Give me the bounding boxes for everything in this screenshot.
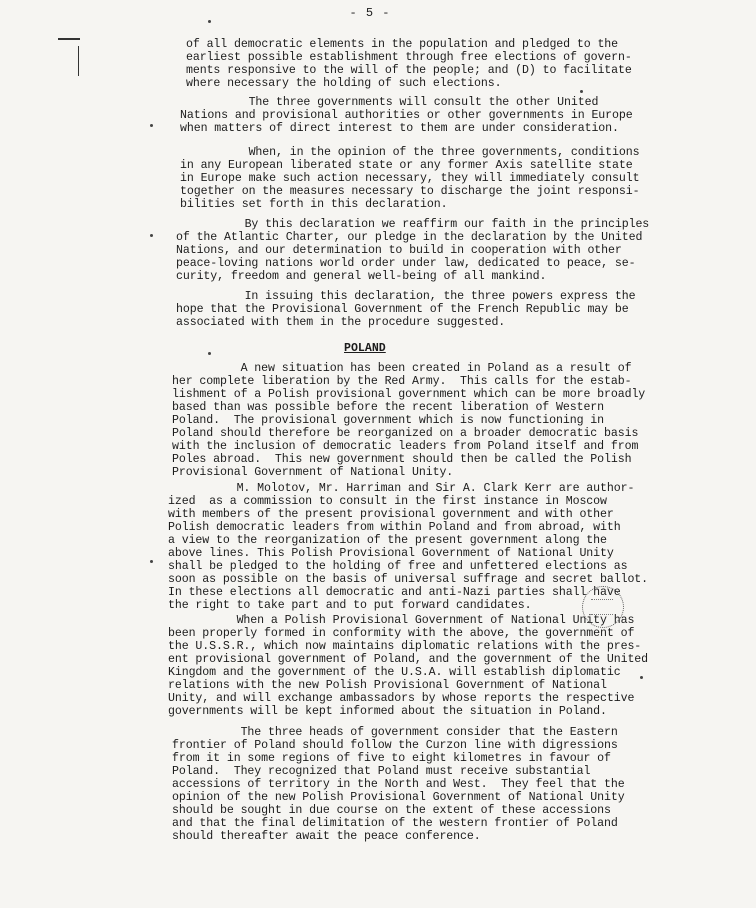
ink-speck: [640, 676, 643, 679]
ink-speck: [580, 90, 583, 93]
paragraph-7: M. Molotov, Mr. Harriman and Sir A. Clark Kerr are author- ized as a commission to consult in the first instance in Moscow with members of the present provisional government and with other Polish democratic leaders from within Poland and from abroad, with a view to the reorganization of the present government along the above lines. This Polish Provisional Government of National Unity shall be pledged to the holding of free and unfettered elections as soon as possible on the basis of universal suffrage and secret ballot. In these elections all democratic and anti-Nazi parties shall have the right to take part and to put forward candidates.: [168, 482, 649, 612]
paragraph-4: By this declaration we reaffirm our faith in the principles of the Atlantic Charter, our pledge in the declaration by the United Nations, and our determination to build in cooperation with other peace-loving nations world order under law, dedicated to peace, se- curity, freedom and general well-being of all mankind.: [176, 218, 650, 283]
paragraph-8: When a Polish Provisional Government of National Unity has been properly formed in conformity with the above, the government of the U.S.S.R., which now maintains diplomatic relations with the pres- ent provisional government of Poland, and the government of the United Kingdom and the government of the U.S.A. will establish diplomatic relations with the new Polish Provisional Government of National Unity, and will exchange ambassadors by whose reports the respective governments will be kept informed about the situation in Poland.: [168, 614, 649, 718]
ink-speck: [208, 20, 211, 23]
paragraph-1: of all democratic elements in the population and pledged to the earliest possible establishment through free elections of govern- ments responsive to the will of the people; and (D) to facilitate where necessary the holding of such elections.: [186, 38, 632, 90]
ink-speck: [208, 352, 211, 355]
margin-mark: [58, 38, 80, 40]
paragraph-6: A new situation has been created in Poland as a result of her complete liberation by the Red Army. This calls for the estab- lishment of a Polish provisional government which can be more broadly based than was possible before the recent liberation of Western Poland. The provisional government which is now functioning in Poland should therefore be reorganized on a broader democratic basis with the inclusion of democratic leaders from Poland itself and from Poles abroad. This new government should then be called the Polish Provisional Government of National Unity.: [172, 362, 646, 479]
margin-mark: [78, 46, 79, 76]
section-heading-poland: POLAND: [344, 342, 386, 355]
paragraph-3: When, in the opinion of the three governments, conditions in any European liberated state or any former Axis satellite state in Europe make such action necessary, they will immediately consult together on the measures necessary to discharge the joint responsi- bilities set forth in this declaration.: [180, 146, 640, 211]
paragraph-9: The three heads of government consider that the Eastern frontier of Poland should follow the Curzon line with digressions from it in some regions of five to eight kilometres in favour of Poland. They recognized that Poland must receive substantial accessions of territory in the North and West. They feel that the opinion of the new Polish Provisional Government of National Unity should be sought in due course on the extent of these accessions and that the final delimitation of the western frontier of Poland should thereafter await the peace conference.: [172, 726, 625, 843]
paragraph-2: The three governments will consult the other United Nations and provisional authorities or other governments in Europe when matters of direct interest to them are under consideration.: [180, 96, 633, 135]
ink-speck: [150, 124, 153, 127]
ink-speck: [150, 234, 153, 237]
ink-speck: [150, 560, 153, 563]
paragraph-5: In issuing this declaration, the three powers express the hope that the Provisional Government of the French Republic may be associated with them in the procedure suggested.: [176, 290, 636, 329]
page-number: - 5 -: [349, 6, 391, 20]
archive-stamp: [582, 586, 624, 628]
